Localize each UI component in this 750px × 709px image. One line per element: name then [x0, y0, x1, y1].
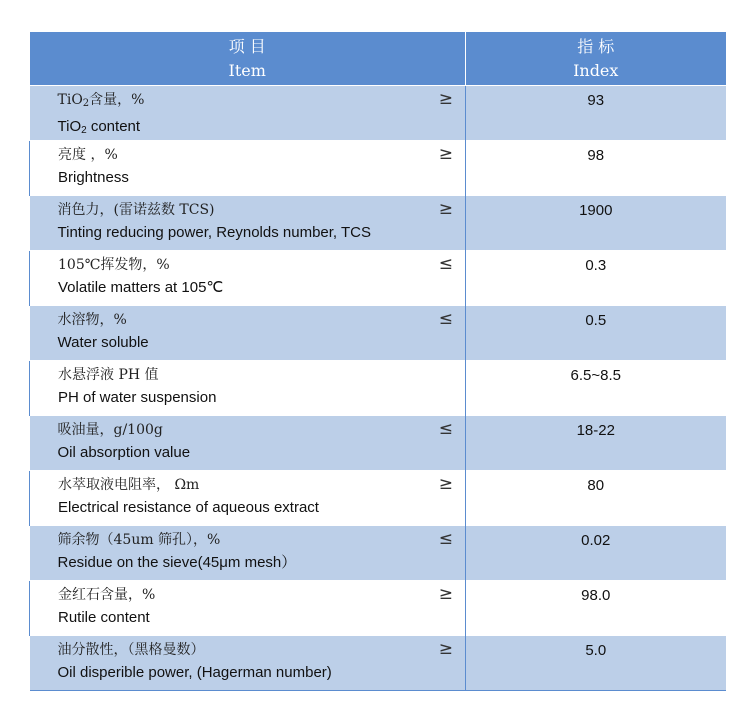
table-row: [30, 306, 726, 361]
table-row: [30, 196, 726, 251]
item-cell: [30, 416, 466, 471]
item-cell: [30, 581, 466, 636]
header-item-en: Item: [228, 60, 266, 80]
item-name-en: Oil absorption value: [57, 444, 191, 461]
index-value: 6.5~8.5: [570, 367, 621, 384]
index-cell: [466, 86, 726, 141]
item-cell: [30, 471, 466, 526]
item-name-en: Electrical resistance of aqueous extract: [58, 499, 319, 516]
item-cell: [30, 196, 466, 251]
index-value: 98.0: [581, 587, 611, 604]
index-value: 1900: [579, 202, 613, 219]
spec-table: [29, 32, 726, 691]
table-row: [30, 636, 726, 691]
item-name-en: Brightness: [58, 169, 129, 186]
index-value: 5.0: [585, 642, 607, 659]
item-name-zh: 金红石含量，%: [58, 587, 156, 603]
item-cell: [30, 526, 466, 581]
index-value: 18-22: [576, 422, 615, 439]
item-name-zh: 消色力，(雷诺兹数 TCS): [57, 202, 215, 218]
item-name-en: Oil disperible power, (Hagerman number): [57, 664, 332, 681]
index-cell: [466, 526, 726, 581]
item-name-en: Tinting reducing power, Reynolds number, TCS: [57, 224, 371, 241]
index-value: 98: [587, 147, 605, 164]
index-cell: [466, 306, 726, 361]
comparison-symbol: ≥: [438, 199, 453, 219]
index-value: 93: [587, 92, 605, 109]
comparison-symbol: ≥: [438, 474, 453, 494]
comparison-symbol: ≥: [438, 639, 453, 659]
index-value: 0.3: [585, 257, 607, 274]
index-cell: [466, 581, 726, 636]
header-index-zh: 指 标: [577, 36, 615, 56]
header-index: [466, 32, 726, 86]
item-name-zh: 亮度 ，%: [58, 147, 118, 163]
item-name-en: Rutile content: [58, 609, 150, 626]
item-name-zh: TiO$_2$含量，%: [57, 92, 145, 109]
index-value: 0.02: [581, 532, 611, 549]
table-row: [30, 416, 726, 471]
item-name-zh: 105℃挥发物，%: [58, 257, 170, 273]
item-name-en: Residue on the sieve(45μm mesh）: [57, 554, 297, 571]
table-row: [30, 526, 726, 581]
header-row: [30, 32, 726, 86]
table-row: [30, 361, 726, 416]
item-cell: [30, 86, 466, 141]
index-cell: [466, 471, 726, 526]
item-name-en: Water soluble: [57, 334, 149, 351]
item-cell: [30, 636, 466, 691]
item-cell: [30, 306, 466, 361]
index-cell: [466, 361, 726, 416]
item-name-zh: 筛余物（45um 筛孔），%: [57, 532, 221, 548]
header-item: [30, 32, 466, 86]
index-cell: [466, 141, 726, 196]
comparison-symbol: ≤: [438, 309, 453, 329]
item-cell: [30, 361, 466, 416]
table-row: [30, 581, 726, 636]
table-row: [30, 86, 726, 141]
index-cell: [466, 251, 726, 306]
item-name-en: Volatile matters at 105℃: [58, 279, 224, 296]
item-name-zh: 吸油量，g/100g: [57, 422, 163, 438]
index-cell: [466, 196, 726, 251]
table-row: [30, 141, 726, 196]
comparison-symbol: ≤: [438, 419, 453, 439]
item-cell: [30, 251, 466, 306]
table-row: [30, 251, 726, 306]
item-name-zh: 水萃取液电阻率， Ωm: [58, 477, 200, 493]
item-name-zh: 水溶物，%: [57, 312, 127, 328]
header-index-en: Index: [573, 60, 619, 80]
index-value: 80: [587, 477, 605, 494]
item-name-zh: 水悬浮液 PH 值: [58, 367, 159, 383]
comparison-symbol: ≥: [438, 89, 453, 109]
table-row: [30, 471, 726, 526]
comparison-symbol: ≥: [438, 144, 453, 164]
item-name-zh: 油分散性，（黑格曼数）: [57, 642, 205, 658]
comparison-symbol: ≤: [438, 254, 453, 274]
comparison-symbol: ≤: [438, 529, 453, 549]
index-cell: [466, 636, 726, 691]
index-value: 0.5: [585, 312, 607, 329]
item-cell: [30, 141, 466, 196]
header-item-zh: 项 目: [228, 36, 266, 56]
item-name-en: PH of water suspension: [58, 389, 217, 406]
item-name-en: TiO$_2$ content: [57, 118, 141, 136]
index-cell: [466, 416, 726, 471]
comparison-symbol: ≥: [438, 584, 453, 604]
